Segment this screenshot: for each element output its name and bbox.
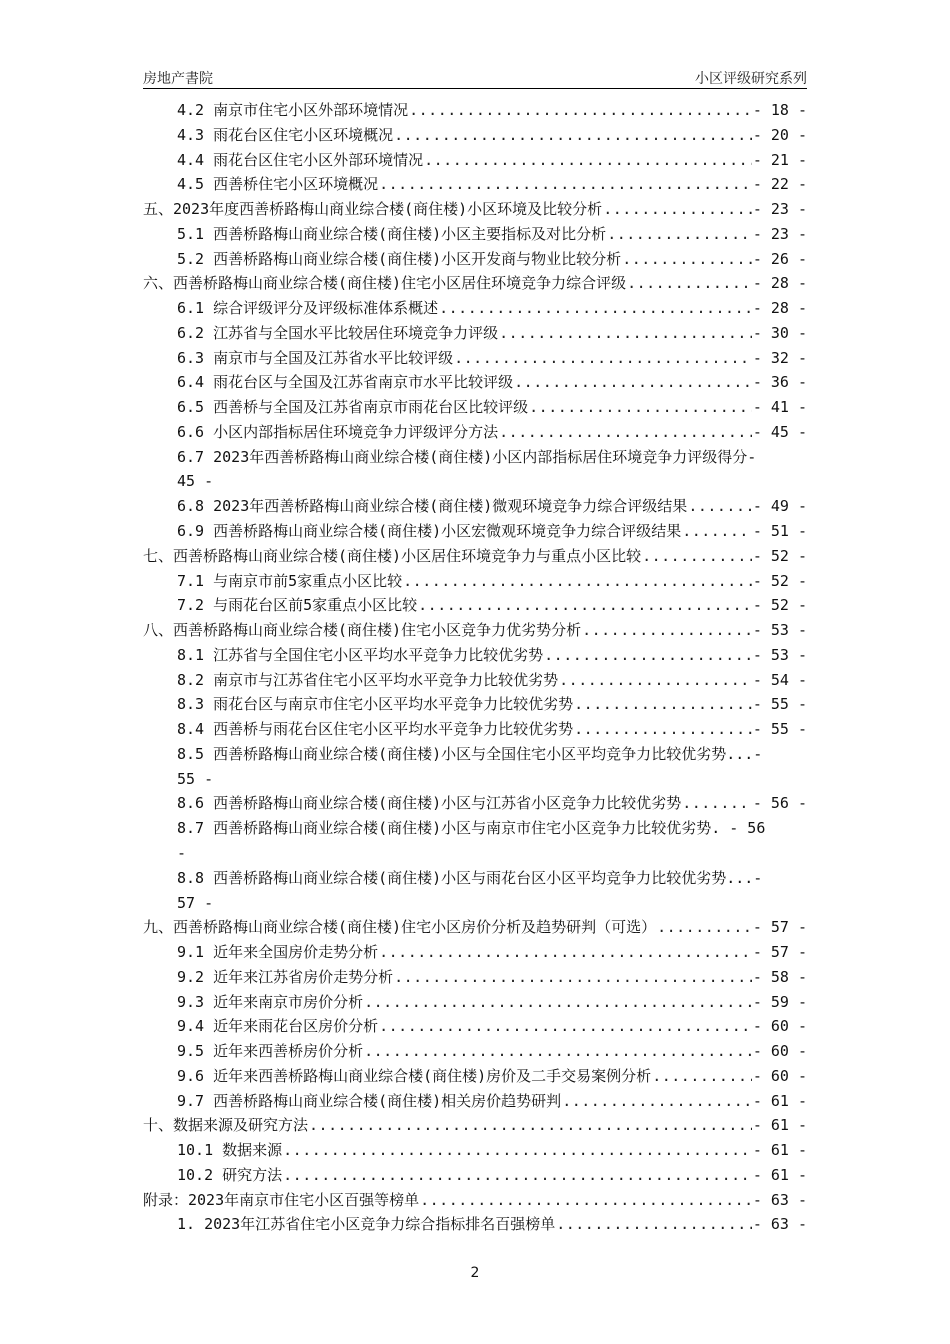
toc-entry-title: 5.2 西善桥路梅山商业综合楼(商住楼)小区开发商与物业比较分析 xyxy=(177,249,622,268)
toc-entry-title: 4.3 雨花台区住宅小区环境概况 xyxy=(177,125,394,144)
toc-entry-continuation xyxy=(143,891,807,916)
dot-leader xyxy=(574,692,752,717)
toc-entry-title: 8.2 南京市与江苏省住宅小区平均水平竞争力比较优劣势 xyxy=(177,670,559,689)
toc-entry[interactable] xyxy=(143,717,807,742)
toc-entry-page: - 23 - xyxy=(752,224,807,243)
toc-entry[interactable] xyxy=(143,569,807,594)
dot-leader xyxy=(559,668,752,693)
toc-entry-title: 六、西善桥路梅山商业综合楼(商住楼)住宅小区居住环境竞争力综合评级 xyxy=(143,274,627,293)
toc-entry-title: 5.1 西善桥路梅山商业综合楼(商住楼)小区主要指标及对比分析 xyxy=(177,224,607,243)
toc-entry-page: - 57 - xyxy=(752,943,807,962)
toc-entry-page: - 49 - xyxy=(752,497,807,516)
toc-entry-title: 6.3 南京市与全国及江苏省水平比较评级 xyxy=(177,348,454,367)
toc-entry-title: 9.2 近年来江苏省房价走势分析 xyxy=(177,967,394,986)
toc-entry-title: 8.3 雨花台区与南京市住宅小区平均水平竞争力比较优劣势 xyxy=(177,695,574,714)
dot-leader xyxy=(556,1212,752,1237)
toc-entry-page: - 41 - xyxy=(752,398,807,417)
toc-entry[interactable] xyxy=(143,420,807,445)
toc-entry-title: 附录：2023年南京市住宅小区百强等榜单 xyxy=(143,1190,420,1209)
dot-leader xyxy=(682,791,752,816)
toc-entry[interactable] xyxy=(143,222,807,247)
toc-entry-title: 9.3 近年来南京市房价分析 xyxy=(177,992,364,1011)
toc-entry[interactable] xyxy=(143,1014,807,1039)
toc-entry[interactable] xyxy=(143,692,807,717)
dot-leader xyxy=(544,643,752,668)
dot-leader xyxy=(499,321,752,346)
toc-entry-page: - 60 - xyxy=(752,1066,807,1085)
dot-leader xyxy=(514,370,752,395)
toc-entry-continuation xyxy=(143,469,807,494)
toc-line-text: 8.5 西善桥路梅山商业综合楼(商住楼)小区与全国住宅小区平均竞争力比较优劣势...- xyxy=(177,744,763,763)
toc-entry-page: - 54 - xyxy=(752,670,807,689)
toc-line-text: 57 - xyxy=(177,893,214,912)
dot-leader xyxy=(439,296,752,321)
toc-entry-title: 十、数据来源及研究方法 xyxy=(143,1116,309,1135)
dot-leader xyxy=(574,717,752,742)
dot-leader xyxy=(424,148,752,173)
toc-entry[interactable] xyxy=(143,123,807,148)
page-header xyxy=(143,66,807,89)
dot-leader xyxy=(283,1138,752,1163)
toc-entry[interactable] xyxy=(143,370,807,395)
toc-entry-continuation xyxy=(143,742,807,767)
toc-entry-title: 9.4 近年来雨花台区房价分析 xyxy=(177,1017,379,1036)
toc-entry-title: 8.4 西善桥与雨花台区住宅小区平均水平竞争力比较优劣势 xyxy=(177,720,574,739)
dot-leader xyxy=(607,222,752,247)
page-number: 2 xyxy=(470,1265,480,1281)
toc-entry-page: - 30 - xyxy=(752,323,807,342)
toc-entry-title: 10.1 数据来源 xyxy=(177,1141,283,1160)
dot-leader xyxy=(582,618,752,643)
toc-entry[interactable] xyxy=(143,321,807,346)
toc-entry-title: 6.6 小区内部指标居住环境竞争力评级评分方法 xyxy=(177,422,499,441)
toc-entry-page: - 60 - xyxy=(752,1042,807,1061)
toc-entry-continuation xyxy=(143,841,807,866)
toc-entry-page: - 52 - xyxy=(752,546,807,565)
toc-entry[interactable] xyxy=(143,395,807,420)
toc-entry-continuation xyxy=(143,445,807,470)
dot-leader xyxy=(364,1039,752,1064)
toc-entry-continuation xyxy=(143,767,807,792)
dot-leader xyxy=(364,990,752,1015)
toc-entry-title: 4.5 西善桥住宅小区环境概况 xyxy=(177,175,379,194)
toc-entry[interactable] xyxy=(143,1188,807,1213)
toc-entry-title: 7.1 与南京市前5家重点小区比较 xyxy=(177,571,403,590)
dot-leader xyxy=(657,915,752,940)
toc-entry-page: - 21 - xyxy=(752,150,807,169)
toc-entry-title: 4.2 南京市住宅小区外部环境情况 xyxy=(177,101,409,119)
toc-entry[interactable] xyxy=(143,618,807,643)
toc-entry-title: 9.5 近年来西善桥房价分析 xyxy=(177,1042,364,1061)
toc-entry-page: - 53 - xyxy=(752,645,807,664)
toc-entry[interactable] xyxy=(143,1064,807,1089)
toc-entry-page: - 59 - xyxy=(752,992,807,1011)
toc-entry-page: - 36 - xyxy=(752,373,807,392)
toc-entry[interactable] xyxy=(143,98,807,123)
dot-leader xyxy=(409,98,752,123)
toc-entry[interactable] xyxy=(143,791,807,816)
toc-entry-page: - 57 - xyxy=(752,918,807,937)
toc-entry[interactable] xyxy=(143,1039,807,1064)
toc-entry[interactable] xyxy=(143,1212,807,1237)
toc-entry[interactable] xyxy=(143,915,807,940)
toc-entry-page: - 45 - xyxy=(752,422,807,441)
toc-entry-continuation xyxy=(143,866,807,891)
toc-entry-page: - 22 - xyxy=(752,175,807,194)
dot-leader xyxy=(529,395,752,420)
toc-entry-page: - 51 - xyxy=(752,522,807,541)
toc-entry[interactable] xyxy=(143,668,807,693)
toc-entry-page: - 52 - xyxy=(752,596,807,615)
toc-entry-page: - 18 - xyxy=(752,101,807,119)
toc-entry-title: 6.2 江苏省与全国水平比较居住环境竞争力评级 xyxy=(177,323,499,342)
toc-entry[interactable] xyxy=(143,346,807,371)
toc-entry-page: - 55 - xyxy=(752,720,807,739)
header-publisher: 房地产書院 xyxy=(143,71,213,87)
dot-leader xyxy=(403,569,752,594)
toc-entry-page: - 61 - xyxy=(752,1141,807,1160)
dot-leader xyxy=(420,1188,752,1213)
toc-entry[interactable] xyxy=(143,271,807,296)
toc-entry[interactable] xyxy=(143,1138,807,1163)
dot-leader xyxy=(627,271,752,296)
toc-entry-title: 6.8 2023年西善桥路梅山商业综合楼(商住楼)微观环境竞争力综合评级结果 xyxy=(177,497,688,516)
toc-entry[interactable] xyxy=(143,990,807,1015)
toc-line-text: 55 - xyxy=(177,769,214,788)
toc-entry-title: 6.1 综合评级评分及评级标准体系概述 xyxy=(177,299,439,318)
toc-entry[interactable] xyxy=(143,247,807,272)
toc-entry-title: 8.6 西善桥路梅山商业综合楼(商住楼)小区与江苏省小区竞争力比较优劣势 xyxy=(177,794,682,813)
toc-entry-title: 4.4 雨花台区住宅小区外部环境情况 xyxy=(177,150,424,169)
toc-entry-page: - 32 - xyxy=(752,348,807,367)
toc-entry-title: 10.2 研究方法 xyxy=(177,1165,283,1184)
toc-entry-page: - 55 - xyxy=(752,695,807,714)
toc-entry-page: - 61 - xyxy=(752,1165,807,1184)
dot-leader xyxy=(379,1014,752,1039)
toc-entry-title: 6.9 西善桥路梅山商业综合楼(商住楼)小区宏微观环境竞争力综合评级结果 xyxy=(177,522,682,541)
dot-leader xyxy=(283,1163,752,1188)
toc-entry[interactable] xyxy=(143,544,807,569)
toc-line-text: - xyxy=(177,843,187,862)
toc-entry[interactable] xyxy=(143,148,807,173)
toc-entry[interactable] xyxy=(143,1163,807,1188)
toc-entry[interactable] xyxy=(143,940,807,965)
toc-line-text: 8.7 西善桥路梅山商业综合楼(商住楼)小区与南京市住宅小区竞争力比较优劣势. - 56 xyxy=(177,819,766,838)
toc-entry-title: 9.7 西善桥路梅山商业综合楼(商住楼)相关房价趋势研判 xyxy=(177,1091,562,1110)
dot-leader xyxy=(418,593,752,618)
toc-entry[interactable] xyxy=(143,593,807,618)
dot-leader xyxy=(394,965,752,990)
toc-entry[interactable] xyxy=(143,643,807,668)
dot-leader xyxy=(688,494,752,519)
header-series: 小区评级研究系列 xyxy=(695,71,807,87)
toc-entry[interactable] xyxy=(143,197,807,222)
toc-entry-page: - 28 - xyxy=(752,299,807,318)
toc-entry-page: - 26 - xyxy=(752,249,807,268)
toc-entry[interactable] xyxy=(143,494,807,519)
toc-entry-page: - 53 - xyxy=(752,621,807,640)
dot-leader xyxy=(682,519,752,544)
toc-entry[interactable] xyxy=(143,1113,807,1138)
toc-entry[interactable] xyxy=(143,519,807,544)
dot-leader xyxy=(642,544,752,569)
toc-entry-page: - 52 - xyxy=(752,571,807,590)
toc-entry[interactable] xyxy=(143,172,807,197)
dot-leader xyxy=(622,247,752,272)
toc-line-text: 8.8 西善桥路梅山商业综合楼(商住楼)小区与雨花台区小区平均竞争力比较优劣势...- xyxy=(177,868,763,887)
toc-entry-page: - 58 - xyxy=(752,967,807,986)
dot-leader xyxy=(603,197,752,222)
toc-entry-page: - 28 - xyxy=(752,274,807,293)
toc-line-text: 45 - xyxy=(177,472,214,491)
toc-entry-title: 7.2 与雨花台区前5家重点小区比较 xyxy=(177,596,418,615)
toc-entry-page: - 60 - xyxy=(752,1017,807,1036)
toc-entry-page: - 20 - xyxy=(752,125,807,144)
dot-leader xyxy=(562,1089,752,1114)
toc-entry-title: 八、西善桥路梅山商业综合楼(商住楼)住宅小区竞争力优劣势分析 xyxy=(143,621,582,640)
table-of-contents xyxy=(143,98,807,1237)
toc-entry-title: 6.4 雨花台区与全国及江苏省南京市水平比较评级 xyxy=(177,373,514,392)
toc-entry[interactable] xyxy=(143,296,807,321)
toc-entry-title: 8.1 江苏省与全国住宅小区平均水平竞争力比较优劣势 xyxy=(177,645,544,664)
dot-leader xyxy=(309,1113,752,1138)
toc-entry-page: - 63 - xyxy=(752,1215,807,1234)
toc-entry-page: - 61 - xyxy=(752,1116,807,1135)
toc-entry-title: 九、西善桥路梅山商业综合楼(商住楼)住宅小区房价分析及趋势研判（可选） xyxy=(143,918,657,937)
dot-leader xyxy=(652,1064,752,1089)
dot-leader xyxy=(394,123,752,148)
toc-entry[interactable] xyxy=(143,965,807,990)
dot-leader xyxy=(379,940,752,965)
dot-leader xyxy=(379,172,752,197)
toc-entry-title: 9.1 近年来全国房价走势分析 xyxy=(177,943,379,962)
toc-entry-title: 6.5 西善桥与全国及江苏省南京市雨花台区比较评级 xyxy=(177,398,529,417)
toc-entry-page: - 63 - xyxy=(752,1190,807,1209)
toc-entry-page: - 61 - xyxy=(752,1091,807,1110)
toc-entry-title: 9.6 近年来西善桥路梅山商业综合楼(商住楼)房价及二手交易案例分析 xyxy=(177,1066,652,1085)
toc-entry-continuation xyxy=(143,816,807,841)
toc-entry-page: - 56 - xyxy=(752,794,807,813)
toc-entry-page: - 23 - xyxy=(752,200,807,219)
toc-entry-title: 七、西善桥路梅山商业综合楼(商住楼)小区居住环境竞争力与重点小区比较 xyxy=(143,546,642,565)
toc-entry-title: 1. 2023年江苏省住宅小区竞争力综合指标排名百强榜单 xyxy=(177,1215,556,1234)
toc-entry-title: 五、2023年度西善桥路梅山商业综合楼(商住楼)小区环境及比较分析 xyxy=(143,200,603,219)
dot-leader xyxy=(454,346,752,371)
dot-leader xyxy=(499,420,752,445)
toc-entry[interactable] xyxy=(143,1089,807,1114)
toc-line-text: 6.7 2023年西善桥路梅山商业综合楼(商住楼)小区内部指标居住环境竞争力评级得分- xyxy=(177,447,757,466)
